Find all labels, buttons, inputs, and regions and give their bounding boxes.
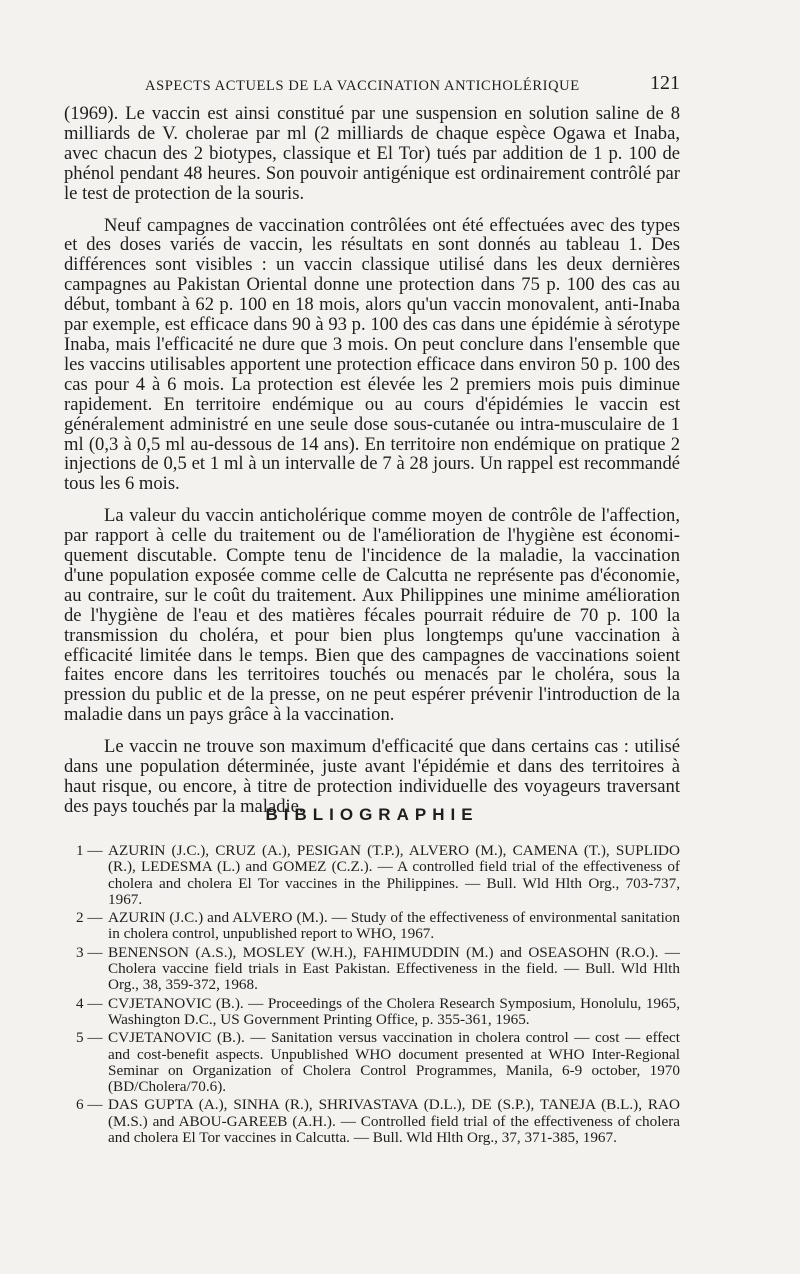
reference-number: 2 —	[76, 909, 103, 927]
page-header	[80, 72, 680, 102]
reference-text: AZURIN (J.C.), CRUZ (A.), PESIGAN (T.P.), ALVERO (M.), CAMENA (T.), SUPLIDO (R.), LEDESMA (L.) and GOMEZ (C.Z.). — A controlled field trial of the effectiveness of cholera and cholera El Tor vaccines in the Philippines. — Bull. Wld Hlth Org., 703-737, 1967.	[108, 842, 680, 908]
paragraph-4: Le vaccin ne trouve son maximum d'efficacité que dans certains cas : utilisé dans une population déterminée, juste avant l'épidémie et dans des territoires à haut risque, ou encore, à titre de protection individuelle des voyageurs traversant des pays touchés par la maladie.	[64, 736, 680, 817]
reference-number: 1 —	[76, 842, 103, 859]
reference-item	[76, 996, 680, 1029]
reference-text: DAS GUPTA (A.), SINHA (R.), SHRIVASTAVA (D.L.), DE (S.P.), TANEJA (B.L.), RAO (M.S.) and ABOU-GAREEB (A.H.). — Controlled field trial of the effectiveness of cholera and cholera El Tor vaccines in Calcutta. — Bull. Wld Hlth Org., 37, 371-385, 1967.	[108, 1096, 680, 1147]
bibliography-list	[76, 843, 680, 1148]
reference-item	[76, 1097, 680, 1146]
reference-number: 5 —	[76, 1029, 103, 1047]
reference-item	[76, 910, 680, 943]
reference-text: BENENSON (A.S.), MOSLEY (W.H.), FAHIMUDDIN (M.) and OSEASOHN (R.O.). — Cholera vaccine field trials in East Pakistan. Effectiveness in the field. — Bull. Wld Hlth Org., 38, 359-372, 1968.	[108, 943, 680, 994]
paragraph-1: (1969). Le vaccin est ainsi constitué par une suspension en solution saline de 8 milliards de V. cholerae par ml (2 milliards de chaque espèce Ogawa et Inaba, avec chacun des 2 biotypes, classique et El Tor) tués par addition de 1 p. 100 de phénol pendant 48 heures. Son pouvoir antigénique est ordinairement contrôlé par le test de protection de la souris.	[64, 103, 680, 204]
reference-text: AZURIN (J.C.) and ALVERO (M.). — Study of the effectiveness of environmental sanitation in cholera control, unpublished report to WHO, 1967.	[108, 909, 680, 943]
reference-number: 4 —	[76, 994, 103, 1012]
reference-item	[76, 1030, 680, 1095]
page-number: 121	[650, 72, 680, 94]
body-text	[64, 104, 680, 829]
paragraph-2: Neuf campagnes de vaccination contrôlées ont été effectuées avec des types et des doses variés de vaccin, les résultats en sont donnés au tableau 1. Des différences sont visibles : un vaccin classique utilisé dans les deux dernières campagnes au Pakistan Oriental donne une protection dans 75 p. 100 des cas au début, tombant à 62 p. 100 en 18 mois, alors qu'un vaccin monovalent, anti-Inaba par exemple, est efficace dans 90 à 93 p. 100 des cas dans une épidémie à sérotype Inaba, mais l'efficacité ne dure que 3 mois. On peut conclure dans l'ensemble que les vaccins utilisables apportent une protection efficace dans environ 50 p. 100 des cas pour 4 à 6 mois. La protection est élevée les 2 premiers mois puis diminue rapidement. En territoire endémique ou au cours d'épidémies le vaccin est généralement administré en une seule dose sous-cutanée ou intra-musculaire de 1 ml (0,3 à 0,5 ml au-dessous de 14 ans). En territoire non endémique on pratique 2 injections de 0,5 et 1 ml à un intervalle de 7 à 28 jours. Un rappel est recommandé tous les 6 mois.	[64, 214, 680, 495]
bibliography-heading: BIBLIOGRAPHIE	[265, 805, 479, 824]
paragraph-3: La valeur du vaccin anticholérique comme moyen de contrôle de l'affection, par rapport à celle du traitement ou de l'amélioration de l'hygiène est économiquement discutable. Compte tenu de l'incidence de la maladie, la vaccination d'une population exposée comme celle de Calcutta ne représente pas d'économie, au contraire, sur le coût du traitement. Aux Philippines une minime amélioration de l'hygiène de l'eau et des matières fécales pourrait réduire de 70 p. 100 la transmission du choléra, et pour bien plus longtemps qu'une vaccination à efficacité limitée dans le temps. Bien que des campagnes de vaccinations soient faites encore dans les territoires touchés ou menacés par le choléra, sous la pression du public et de la presse, on ne peut espérer prévenir l'introduction de la maladie dans un pays grâce à la vaccination.	[64, 505, 680, 726]
reference-text: CVJETANOVIC (B.). — Sanitation versus vaccination in cholera control — cost — effect and cost-benefit aspects. Unpublished WHO document presented at WHO Inter-Regional Seminar on Organization of Cholera Control Programmes, Manila, 6-9 october, 1970 (BD/Cholera/70.6).	[108, 1029, 680, 1096]
reference-item	[76, 843, 680, 908]
reference-number: 3 —	[76, 943, 103, 961]
reference-number: 6 —	[76, 1096, 103, 1114]
running-title: ASPECTS ACTUELS DE LA VACCINATION ANTICHOLÉRIQUE	[145, 78, 580, 94]
reference-text: CVJETANOVIC (B.). — Proceedings of the Cholera Research Symposium, Honolulu, 1965, Washington D.C., US Government Printing Office, p. 355-361, 1965.	[108, 994, 680, 1028]
reference-item	[76, 945, 680, 994]
